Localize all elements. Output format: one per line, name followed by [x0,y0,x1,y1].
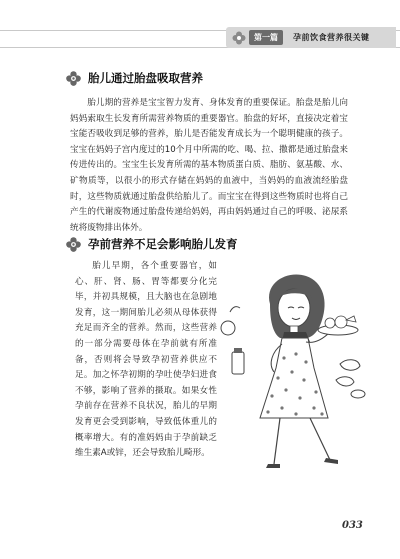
flower-bullet-icon [66,237,81,252]
flower-icon [232,31,246,45]
page-number: 033 [342,520,363,531]
page-header [226,27,396,48]
section-heading [66,70,203,86]
flower-bullet-icon [66,71,81,86]
section-title: 胎儿通过胎盘吸取营养 [88,71,203,85]
section-title: 孕前营养不足会影响胎儿发育 [88,237,238,251]
chapter-title: 孕前饮食营养很关键 [293,33,370,42]
section-paragraph: 胎儿早期，各个重要器官，如心、肝、肾、肠、胃等都要分化完毕，并初具规模，且大脑也在急剧地发育，这一期间胎儿必须从母体获得充足而齐全的营养。然而，这些营养的一部分需要母体在孕前就有所准备，否则将会导致孕初营养供应不足。加之怀孕初期的孕吐使孕妇进食不够，影响了营养的摄取。如果女性孕前存在营养不良状况，胎儿的早期发育更会受到影响，导致低体重儿的概率增大。有的准妈妈由于孕前缺乏维生素A或锌，还会导致胎儿畸形。 [75,261,217,459]
woman-with-food-illustration [218,268,368,480]
section-heading [66,236,238,252]
section-paragraph: 胎儿期的营养是宝宝智力发育、身体发育的重要保证。胎盘是胎儿向妈妈索取生长发育所需营养物质的重要器官。胎盘的好坏，直接决定着宝宝能否吸收到足够的营养，胎儿是否能发育成长为一个聪明健康的孩子。宝宝在妈妈子宫内度过的10个月中所需的吃、喝、拉、撒都是通过胎盘来传进传出的。宝宝生长发育所需的基本物质蛋白质、脂肪、氨基酸、水、矿物质等，以很小的形式存储在妈妈的血液中，当妈妈的血液流经胎盘时，这些物质就通过胎盘供给胎儿了。而宝宝在得到这些物质时也将自己产生的代谢废物通过胎盘传递给妈妈，再由妈妈通过自己的呼吸、泌尿系统将废物排出体外。 [70,98,348,233]
part-label: 第一篇 [249,30,283,45]
